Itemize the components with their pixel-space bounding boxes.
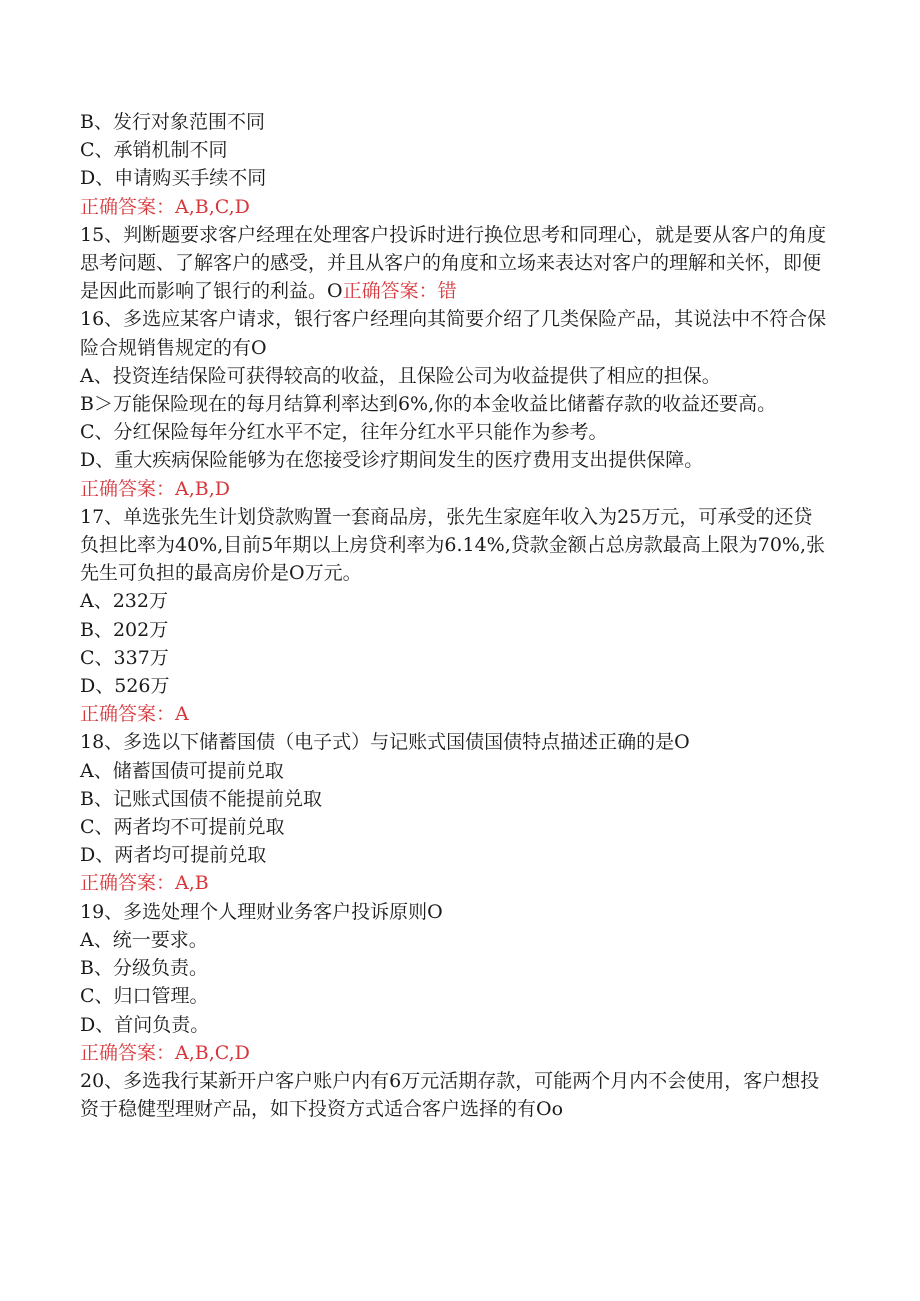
option-d: D、首问负责。: [80, 1013, 210, 1036]
option-b: B、发行对象范围不同: [80, 111, 265, 133]
option-a: A、232万: [80, 590, 168, 613]
question-14-tail: [80, 108, 830, 221]
option-d: D、重大疾病保险能够为在您接受诊疗期间发生的医疗费用支出提供保障。: [80, 449, 704, 472]
option-d: D、申请购买手续不同: [80, 167, 267, 190]
question-15: [80, 221, 830, 306]
document-body: [80, 108, 830, 1123]
question-19: [80, 898, 830, 1067]
option-b: B、202万: [80, 618, 169, 641]
option-a: A、储蓄国债可提前兑取: [80, 759, 284, 782]
correct-answer: 正确答案：A,B: [80, 872, 209, 895]
question-stem: 15、判断题要求客户经理在处理客户投诉时进行换位思考和同理心，就是要从客户的角度思考问题、了解客户的感受，并且从客户的角度和立场来表达对客户的理解和关怀，即便是因此而影响了银行的利益。O: [80, 223, 827, 303]
option-a: A、统一要求。: [80, 928, 208, 951]
question-stem: 16、多选应某客户请求，银行客户经理向其简要介绍了几类保险产品，其说法中不符合保险合规销售规定的有O: [80, 308, 827, 359]
correct-answer: 正确答案：A: [80, 703, 189, 726]
correct-answer: 正确答案：A,B,C,D: [80, 195, 250, 218]
question-20: [80, 1067, 830, 1123]
question-17: [80, 503, 830, 729]
correct-answer: 正确答案：A,B,D: [80, 477, 230, 500]
question-stem: 17、单选张先生计划贷款购置一套商品房，张先生家庭年收入为25万元，可承受的还贷负担比率为40%,目前5年期以上房贷利率为6.14%,贷款金额占总房款最高上限为70%,张先生可负担的最高房价是O万元。: [80, 505, 826, 585]
question-stem: 19、多选处理个人理财业务客户投诉原则O: [80, 900, 443, 923]
option-b: B、记账式国债不能提前兑取: [80, 787, 322, 810]
question-18: [80, 728, 830, 897]
correct-answer: 正确答案：A,B,C,D: [80, 1041, 250, 1064]
question-16: [80, 305, 830, 502]
option-c: C、归口管理。: [80, 985, 209, 1008]
option-d: D、526万: [80, 675, 170, 698]
correct-answer: 正确答案：错: [342, 280, 457, 303]
option-b: B＞万能保险现在的每月结算利率达到6%,你的本金收益比储蓄存款的收益还要高。: [80, 393, 777, 416]
option-c: C、337万: [80, 646, 169, 669]
option-b: B、分级负责。: [80, 957, 208, 980]
option-d: D、两者均可提前兑取: [80, 844, 267, 867]
option-a: A、投资连结保险可获得较高的收益，且保险公司为收益提供了相应的担保。: [80, 364, 721, 387]
option-c: C、分红保险每年分红水平不定，往年分红水平只能作为参考。: [80, 421, 608, 444]
option-c: C、承销机制不同: [80, 139, 228, 162]
question-stem: 18、多选以下储蓄国债（电子式）与记账式国债国债特点描述正确的是O: [80, 731, 690, 754]
option-c: C、两者均不可提前兑取: [80, 816, 285, 839]
question-stem: 20、多选我行某新开户客户账户内有6万元活期存款，可能两个月内不会使用，客户想投资于稳健型理财产品，如下投资方式适合客户选择的有Oo: [80, 1069, 820, 1121]
